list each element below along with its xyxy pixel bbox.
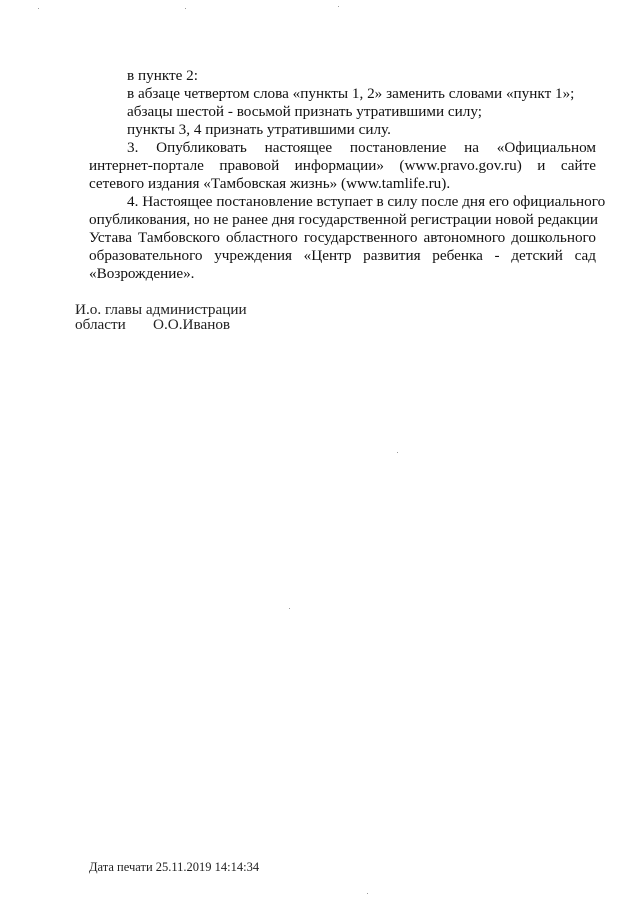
signatory-position: И.о. главы администрации (75, 301, 247, 318)
scan-speck (367, 893, 368, 894)
paragraph-3-line: 3. Опубликовать настоящее постановление на «Официальном (127, 139, 596, 156)
paragraph-point2-line: пункты 3, 4 признать утратившими силу. (127, 121, 391, 138)
scan-speck (38, 8, 39, 9)
scan-speck (397, 452, 398, 453)
paragraph-4-line: Устава Тамбовского областного государственного автономного дошкольного (89, 229, 596, 246)
paragraph-point2-heading: в пункте 2: (127, 67, 198, 84)
print-date: Дата печати 25.11.2019 14:14:34 (89, 860, 260, 874)
paragraph-4-line: 4. Настоящее постановление вступает в силу после дня его официального (127, 193, 606, 210)
paragraph-3-line: интернет-портале правовой информации» (www.pravo.gov.ru) и сайте (89, 157, 596, 174)
signatory-region: области (75, 316, 126, 333)
paragraph-point2-line: в абзаце четвертом слова «пункты 1, 2» заменить словами «пункт 1»; (127, 85, 575, 102)
signatory-name: О.О.Иванов (153, 316, 231, 333)
scan-speck (338, 6, 339, 7)
paragraph-point2-line: абзацы шестой - восьмой признать утратившими силу; (127, 103, 482, 120)
paragraph-3-line: сетевого издания «Тамбовская жизнь» (www.tamlife.ru). (89, 175, 451, 192)
paragraph-4-line: «Возрождение». (89, 265, 195, 282)
scan-speck (185, 8, 186, 9)
paragraph-4-line: опубликования, но не ранее дня государственной регистрации новой редакции (89, 211, 598, 228)
paragraph-4-line: образовательного учреждения «Центр развития ребенка - детский сад (89, 247, 596, 264)
scan-speck (289, 608, 290, 609)
